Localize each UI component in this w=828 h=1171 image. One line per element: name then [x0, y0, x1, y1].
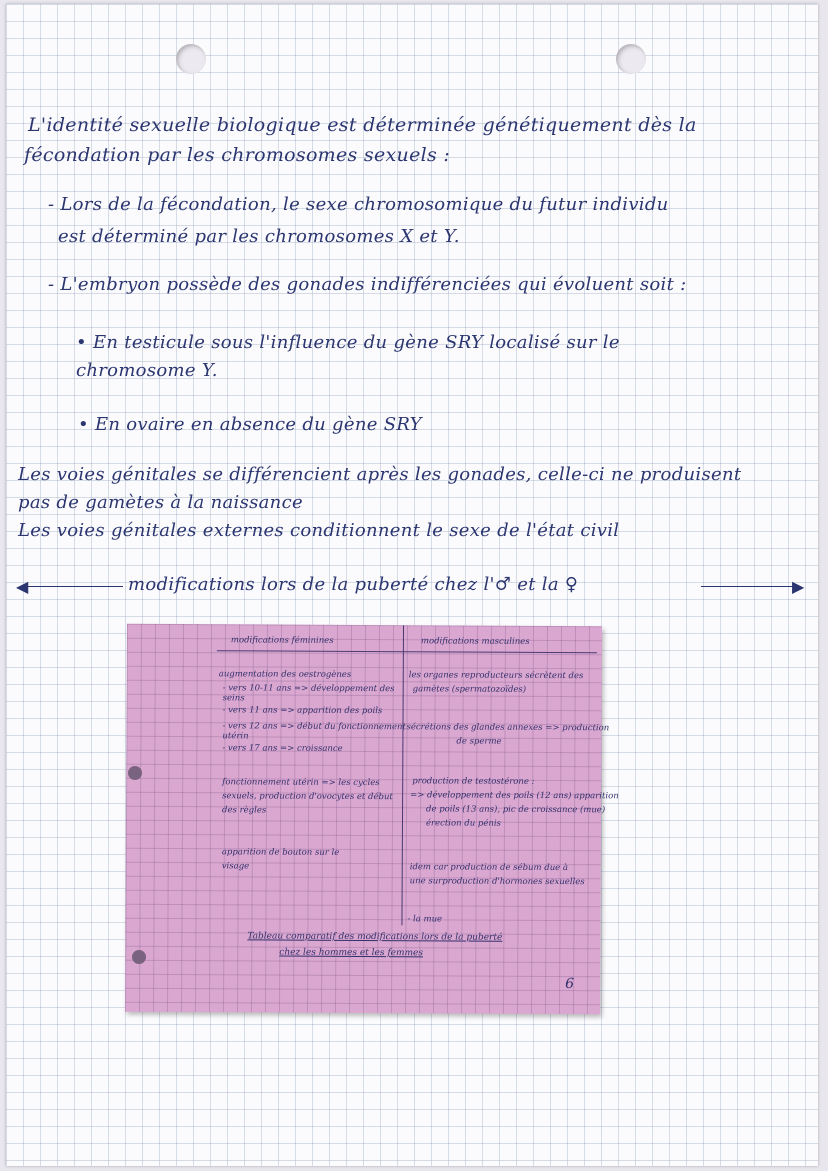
pasted-comparison-table: [125, 624, 619, 1014]
subbullet-1-line-2: chromosome Y.: [76, 360, 218, 381]
intro-line-2: fécondation par les chromosomes sexuels :: [24, 144, 451, 166]
table-right-line: les organes reproducteurs sécrètent des: [408, 670, 584, 682]
page-number: 6: [565, 976, 575, 993]
table-left-line: des règles: [222, 805, 267, 816]
table-left-line: - vers 12 ans => début du fonctionnement: [222, 721, 406, 733]
bullet-1-line-2: est déterminé par les chromosomes X et Y.: [58, 226, 460, 247]
table-caption-line-2: chez les hommes et les femmes: [279, 947, 424, 959]
table-header-rule: [217, 650, 597, 653]
punch-hole-left: [176, 44, 206, 74]
arrow-left-icon: ◀: [16, 577, 29, 596]
subbullet-1-line-1: • En testicule sous l'influence du gène SRY localisé sur le: [76, 332, 620, 353]
table-right-line: une surproduction d'hormones sexuelles: [409, 876, 585, 888]
table-right-line: sécrétions des glandes annexes => production: [406, 722, 610, 734]
table-left-line: visage: [221, 861, 250, 872]
table-left-line: utérin: [222, 731, 249, 742]
table-left-line: - vers 11 ans => apparition des poils: [222, 705, 383, 717]
table-caption-line-1: Tableau comparatif des modifications lors de la puberté: [247, 931, 503, 943]
table-right-line: - la mue: [407, 914, 443, 925]
table-left-line: - vers 17 ans => croissance: [222, 743, 343, 754]
arrow-line-left: [28, 586, 123, 587]
table-right-line: érection du pénis: [425, 818, 501, 829]
table-column-divider: [401, 625, 404, 925]
table-left-line: fonctionnement utérin => les cycles: [222, 777, 380, 789]
arrow-right-icon: ▶: [792, 577, 805, 596]
bullet-1-line-1: - Lors de la fécondation, le sexe chromosomique du futur individu: [48, 194, 669, 215]
bullet-2-line-1: - L'embryon possède des gonades indifférenciées qui évoluent soit :: [48, 274, 687, 295]
table-right-line: de poils (13 ans), pic de croissance (mue): [426, 804, 606, 816]
table-right-line: => développement des poils (12 ans) apparition: [410, 790, 619, 802]
intro-line-1: L'identité sexuelle biologique est déterminée génétiquement dès la: [28, 114, 697, 136]
table-right-line: production de testostérone :: [412, 776, 535, 787]
table-right-line: de sperme: [456, 736, 502, 747]
table-right-line: idem car production de sébum due à: [409, 862, 569, 874]
table-header-left: modifications féminines: [230, 635, 334, 646]
subbullet-2-line-1: • En ovaire en absence du gène SRY: [78, 414, 422, 435]
notebook-page: [6, 4, 818, 1166]
table-left-line: seins: [222, 693, 245, 704]
table-left-line: apparition de bouton sur le: [221, 847, 340, 858]
arrow-line-right: [701, 586, 793, 587]
para-line-3: Les voies génitales externes conditionnent le sexe de l'état civil: [18, 520, 620, 541]
para-line-2: pas de gamètes à la naissance: [18, 492, 303, 513]
table-left-line: - vers 10-11 ans => développement des: [222, 683, 395, 695]
section-title: modifications lors de la puberté chez l'♂ et la ♀: [128, 574, 579, 595]
table-left-line: sexuels, production d'ovocytes et début: [222, 791, 393, 803]
punch-hole-right: [616, 44, 646, 74]
table-header-right: modifications masculines: [420, 636, 530, 647]
para-line-1: Les voies génitales se différencient après les gonades, celle-ci ne produisent: [18, 464, 742, 485]
table-left-line: augmentation des oestrogènes: [218, 669, 352, 680]
binder-dot-bottom: [132, 950, 146, 964]
table-right-line: gamètes (spermatozoïdes): [412, 684, 527, 695]
binder-dot-top: [128, 766, 142, 780]
